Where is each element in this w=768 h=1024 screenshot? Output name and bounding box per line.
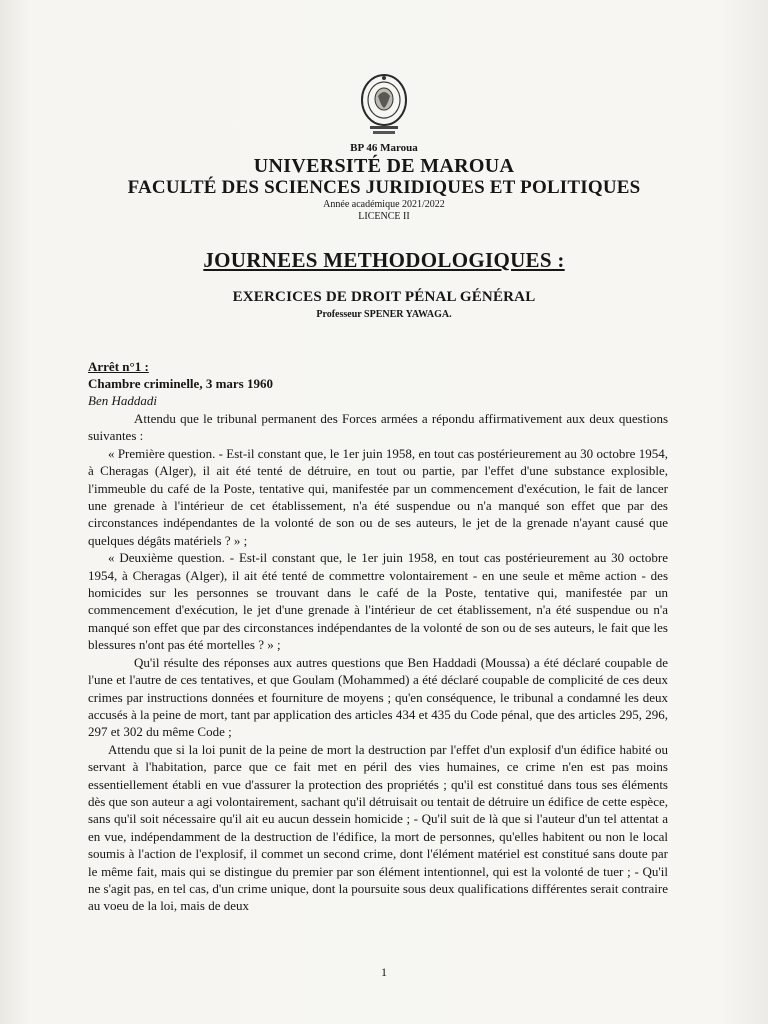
professor-name: Professeur SPENER YAWAGA.: [316, 309, 452, 320]
paragraph: « Première question. - Est-il constant que, le 1er juin 1958, en tout cas postérieurement au 30 octobre 1954, à Cheragas (Alger), il ait été tenté de détruire, en tout ou partie, par l'effet d'une substance explosible, l'immeuble du café de la Poste, tentative qui, manifestée par un commencement d'exécution, le fait de lancer une grenade à l'intérieur de cet établissement, n'a été suspendue ou n'a manqué son effet que par des circonstances indépendantes de la volonté de son ou de ses auteurs, le jet de la grenade n'ayant causé que quelques dégâts matériels ? » ;: [88, 445, 668, 548]
letterhead: [0, 70, 768, 223]
document-title: JOURNEES METHODOLOGIQUES :: [203, 248, 565, 272]
academic-year: Année académique 2021/2022: [323, 199, 445, 210]
paragraph: Attendu que le tribunal permanent des Forces armées a répondu affirmativement aux deux questions suivantes :: [88, 411, 668, 444]
page-number: 1: [381, 965, 387, 979]
postal-box: BP 46 Maroua: [350, 142, 418, 154]
paragraph: Qu'il résulte des réponses aux autres questions que Ben Haddadi (Moussa) a été déclaré coupable de l'une et l'autre de ces tentatives, et que Goulam (Mohammed) a été déclaré coupable de complicité de ces deux crimes par instructions données et fourniture de moyens ; qu'en conséquence, le tribunal a condamné les deux accusés à la peine de mort, tant par application des articles 434 et 435 du Code pénal, que des articles 295, 296, 297 et 302 du même Code ;: [88, 654, 668, 740]
paragraph: « Deuxième question. - Est-il constant que, le 1er juin 1958, en tout cas postérieurement au 30 octobre 1954, à Cheragas (Alger), il ait été tenté de commettre volontairement - en une seule et même action - des homicides sur les personnes se trouvant dans le café de la Poste, tentative qui, manifestée par un commencement d'exécution, le jet d'une grenade à l'intérieur de cet établissement, n'a été suspendue ou n'a manqué son effet que par des circonstances indépendantes de la volonté de son ou de ses auteurs, le fait que les blessures n'ont pas été mortelles ? » ;: [88, 550, 668, 653]
university-seal-icon: [356, 70, 412, 140]
case-number: Arrêt n°1 :: [88, 359, 149, 374]
faculty-name: FACULTÉ DES SCIENCES JURIDIQUES ET POLITIQUES: [127, 177, 641, 198]
case-chamber: Chambre criminelle, 3 mars 1960: [88, 376, 273, 391]
document-subtitle: EXERCICES DE DROIT PÉNAL GÉNÉRAL: [232, 289, 536, 305]
study-level: LICENCE II: [358, 211, 410, 222]
document-body: [88, 358, 668, 915]
university-name: UNIVERSITÉ DE MAROUA: [253, 155, 515, 177]
case-party: Ben Haddadi: [88, 393, 157, 408]
paragraph: Attendu que si la loi punit de la peine de mort la destruction par l'effet d'un explosif d'un édifice habité ou servant à l'habitation, parce que ce fait met en péril des vies humaines, ce crime n'en est pas moins essentiellement établi en vue d'assurer la protection des propriétés ; qu'il est constitué dans tous ses éléments dès que son auteur a agi volontairement, sachant qu'il détruisait ou tentait de détruire un édifice de cette espèce, sans qu'il soit nécessaire qu'il ait eu aucun dessein homicide ; - Qu'il suit de là que si l'auteur d'un tel attentat a en vue, indépendamment de la destruction de l'édifice, la mort de personnes, qu'elles habitent ou non le local soumis à l'action de l'explosif, il commet un second crime, dont l'élément matériel est constitué sans doute par le même fait, mais qui se distingue du premier par son élément intentionnel, qui est la volonté de tuer ; - Qu'il ne s'agit pas, en tel cas, d'un crime unique, dont la poursuite sous deux qualifications différentes serait contraire au voeu de la loi, mais de deux: [88, 741, 668, 914]
